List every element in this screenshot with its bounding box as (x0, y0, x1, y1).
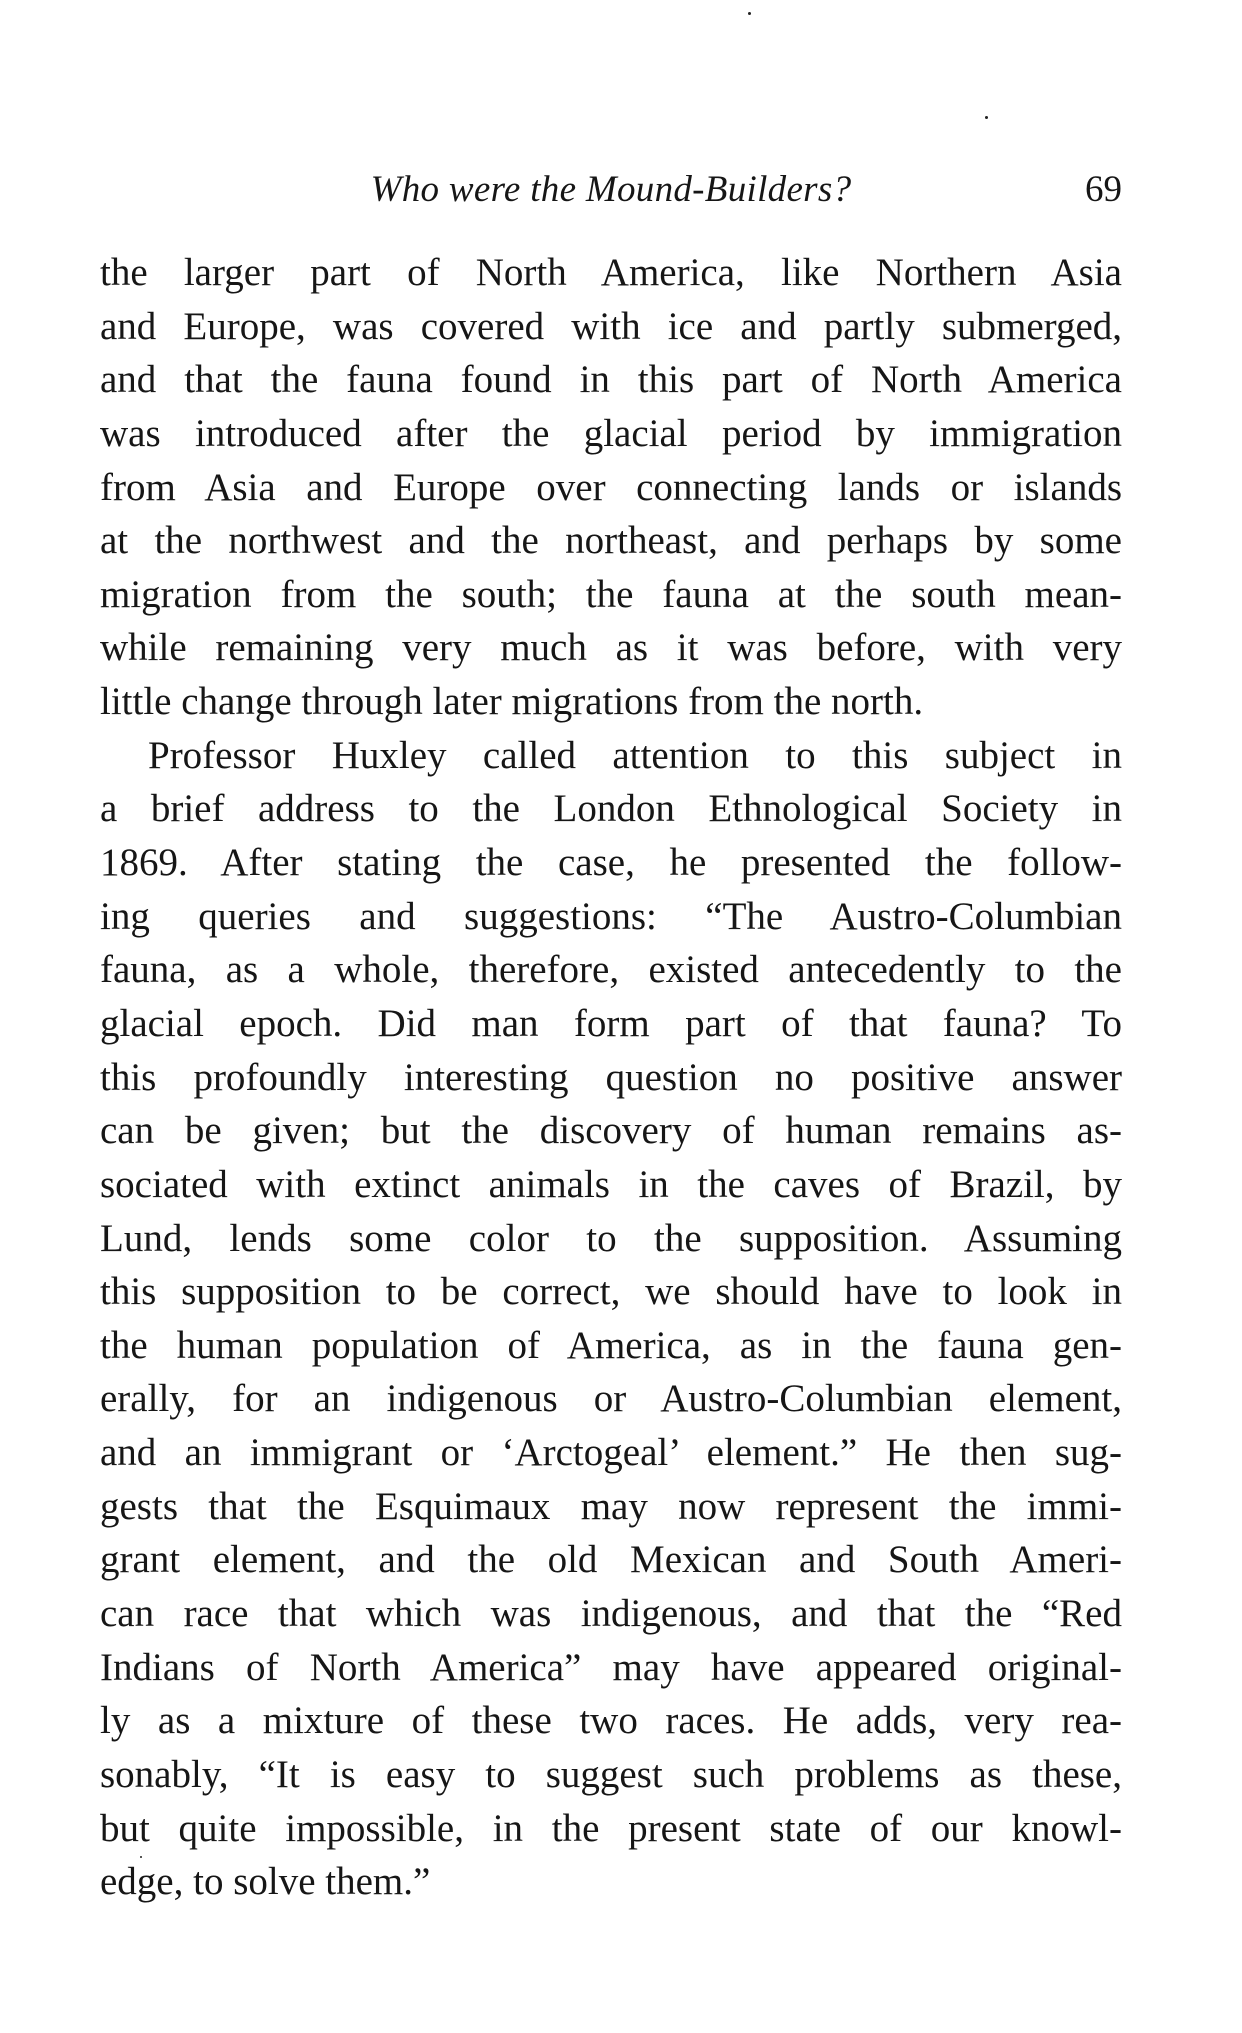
text-line: but quite impossible, in the present state of our knowl- (100, 1806, 1122, 1850)
text-line: and an immigrant or ‘Arctogeal’ element.” He then sug- (100, 1431, 1122, 1475)
text-line: can be given; but the discovery of human remains as- (100, 1109, 1122, 1153)
text-line: fauna, as a whole, therefore, existed antecedently to the (100, 948, 1122, 992)
text-line: ing queries and suggestions: “The Austro-Columbian (100, 894, 1122, 938)
text-line: and Europe, was covered with ice and partly submerged, (100, 304, 1122, 348)
text-line: a brief address to the London Ethnological Society in (100, 787, 1122, 831)
text-line: migration from the south; the fauna at the south mean- (100, 572, 1122, 616)
text-line: the larger part of North America, like Northern Asia (100, 251, 1122, 294)
text-line: this supposition to be correct, we should have to look in (100, 1270, 1122, 1314)
text-line: erally, for an indigenous or Austro-Columbian element, (100, 1377, 1122, 1421)
text-line: was introduced after the glacial period by immigration (100, 411, 1122, 455)
text-line: the human population of America, as in the fauna gen- (100, 1323, 1122, 1367)
text-line: sociated with extinct animals in the caves of Brazil, by (100, 1162, 1122, 1206)
text-line: ly as a mixture of these two races. He adds, very rea- (100, 1699, 1122, 1743)
paragraph-start-line: Professor Huxley called attention to this subject in (148, 733, 1122, 777)
text-line: Indians of North America” may have appeared original- (100, 1645, 1122, 1689)
text-line: can race that which was indigenous, and that the “Red (100, 1592, 1122, 1636)
page-number: 69 (1085, 169, 1122, 210)
text-line: gests that the Esquimaux may now represent the immi- (100, 1484, 1122, 1528)
text-line: little change through later migrations from the north. (100, 680, 924, 724)
print-speck (985, 116, 988, 119)
text-line: at the northwest and the northeast, and perhaps by some (100, 519, 1122, 563)
print-speck (748, 12, 751, 15)
text-line: from Asia and Europe over connecting lands or islands (100, 465, 1122, 509)
running-title: Who were the Mound-Builders? (370, 169, 852, 210)
text-line: edge, to solve them.” (100, 1860, 431, 1904)
text-line: and that the fauna found in this part of North America (100, 358, 1122, 402)
text-line: while remaining very much as it was before, with very (100, 626, 1122, 670)
body-text (100, 246, 1122, 1909)
text-line: this profoundly interesting question no positive answer (100, 1055, 1122, 1099)
running-head (100, 160, 1122, 220)
text-line: Lund, lends some color to the supposition. Assuming (100, 1216, 1122, 1260)
text-line: glacial epoch. Did man form part of that fauna? To (100, 1001, 1122, 1045)
text-line: 1869. After stating the case, he presented the follow- (100, 841, 1122, 885)
text-line: grant element, and the old Mexican and South Ameri- (100, 1538, 1122, 1582)
text-line: sonably, “It is easy to suggest such problems as these, (100, 1752, 1122, 1796)
